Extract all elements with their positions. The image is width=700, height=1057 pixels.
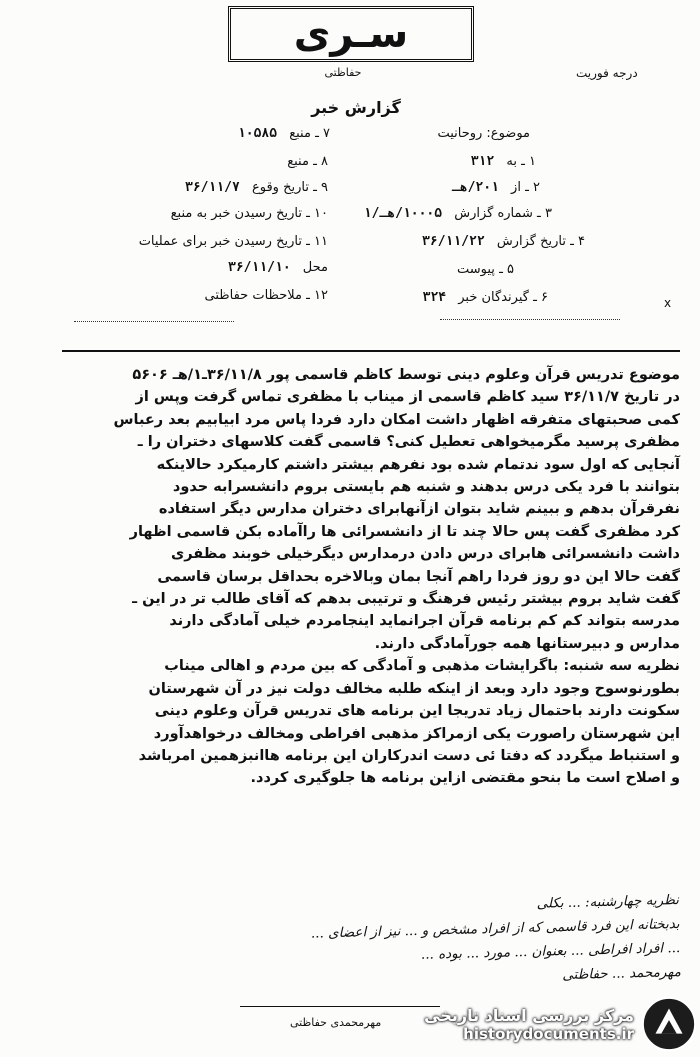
dotted-line [74, 320, 234, 322]
body-line: مدارس و دبیرستانها همه جورآمادگی دارند. [374, 635, 680, 652]
body-line: بتوانند با فرد یکی درس بدهند و شنبه هم بایستی بروم دانشسرابه حدود [172, 479, 680, 496]
field-value: ۳۲۴ [422, 290, 447, 305]
handwritten-comment [69, 888, 681, 1000]
field-value: ۳۶/۱۱/۲۲ [422, 234, 485, 249]
field-label: ۹ ـ تاریخ وقوع [251, 180, 328, 195]
field-label: محل [302, 260, 328, 275]
watermark [410, 994, 698, 1054]
field-label: موضوع: روحانیت [437, 126, 530, 141]
watermark-org: مرکز بررسی اسناد تاریخی [424, 1005, 634, 1025]
archive-logo-icon [640, 995, 698, 1053]
body-line: گفت شاید بروم بیشتر رئیس فرهنگ و ترتیبی بدهم که آقای طالب تر در این ـ [132, 591, 680, 608]
field-value: ۱۰۵۸۵ [237, 126, 278, 141]
dotted-line [440, 318, 620, 320]
field-label: ۱۱ ـ تاریخ رسیدن خبر برای عملیات [138, 234, 328, 249]
field-source [238, 126, 330, 141]
body-line: گفت حالا این دو روز فردا راهم آنجا بمان وبالاخره بحداقل برسان قاسمی [157, 568, 680, 585]
body-line: نظریه سه شنبه: باگرایشات مذهبی و آمادگی که بین مردم و اهالی میناب [164, 658, 680, 675]
field-value: ۲۰۱/هـ [451, 180, 499, 195]
signature-text: مهرمحمدی حفاظتی [290, 1016, 382, 1029]
body-line: و استنباط میگردد که دفتا ئی دست اندرکاران این برنامه هاانبزهمین امرباشد [138, 747, 680, 764]
field-label: ۱۰ ـ تاریخ رسیدن خبر به منبع [170, 206, 328, 221]
field-from [452, 180, 540, 195]
field-attachment [457, 262, 514, 277]
handwritten-line: مهرمحمد ... حفاظتی [562, 964, 682, 984]
margin-mark: x [664, 296, 672, 310]
field-value: ۳۱۲ [470, 154, 495, 169]
field-value: ۱۰۰۰۵/هـ/۱ [363, 206, 443, 221]
field-label: ۳ ـ شماره گزارش [454, 206, 552, 221]
field-value: ۳۶/۱۱/۷ [185, 180, 240, 195]
field-label: ۴ ـ تاریخ گزارش [496, 234, 585, 249]
field-label: ۲ ـ از [511, 180, 540, 195]
handwritten-line: بدبختانه این فرد قاسمی که از افراد مشخص و ... نیز از اعضای ... [310, 916, 680, 942]
field-location [228, 260, 328, 275]
handwritten-line: نظریه چهارشنبه: ... بکلی [536, 892, 680, 912]
watermark-url: historydocuments.ir [463, 1024, 634, 1043]
body-line: آنجایی که اول سود ندتمام شده بود نفرهم بیشتر داشتم کارمیکرد حالاینکه [156, 456, 680, 473]
stamp-subtitle: حفاظتی [324, 66, 362, 79]
field-label: ۷ ـ منبع [289, 126, 330, 141]
field-to [471, 154, 536, 169]
classification-stamp [228, 6, 474, 62]
body-line: کمی صحبتهای متفرقه اظهار داشت امکان دارد فردا پاس مرد ابیابیم بعد رعباس [113, 411, 680, 428]
field-label: ۵ ـ پیوست [457, 262, 514, 277]
field-report-number [364, 206, 552, 221]
field-report-date [422, 234, 585, 249]
field-ops-arrival-date [139, 234, 328, 249]
field-label: ۱ ـ به [506, 154, 536, 169]
body-line: مدرسه بتواند کم کم برنامه قرآن اجرانماید اینجامردم خیلی آمادگی دارند [169, 613, 680, 630]
body-line: مظفری پرسید مگرمیخواهی تعطیل کنی؟ قاسمی گفت کلاسهای دختران را ـ [137, 434, 680, 451]
body-line: نفرقرآن بدهم و ببینم شاید بتوان ازآنهابرای دختران مدارس دیگر استفاده [158, 501, 680, 518]
body-line: این شهرستان راصورت یکی ازمراکز مذهبی افراطی ومخالف درخواهدآورد [153, 725, 680, 742]
body-line: کرد مظفری گفت پس حالا چند تا از دانشسرائی ها راآماده بکن قاسمی اظهار [129, 523, 680, 540]
field-label: ۶ ـ گیرندگان خبر [458, 290, 548, 305]
classification-text: سـری [293, 11, 409, 57]
header-divider [62, 350, 680, 352]
field-security-notes [205, 288, 328, 303]
body-line: موضوع تدریس قرآن وعلوم دینی توسط کاظم قاسمی پور ۳۶/۱۱/۸ـ۱/هـ ۵۶۰۶ [132, 367, 680, 383]
field-value: ۳۶/۱۱/۱۰ [228, 260, 291, 275]
field-recipients [423, 290, 548, 305]
watermark-text [424, 1006, 634, 1043]
field-label: ۱۲ ـ ملاحظات حفاظتی [204, 288, 328, 303]
field-label: ۸ ـ منبع [287, 154, 328, 169]
body-line: در تاریخ ۳۶/۱۱/۷ سید کاظم قاسمی از میناب با مظفری تماس گرفت وپس از [135, 389, 680, 406]
body-line: داشت دانشسرائی هابرای درس دادن درمدارس دیگرخیلی خوبند مظفری [170, 546, 680, 563]
field-evaluation [287, 154, 328, 169]
field-news-arrival-date [171, 206, 328, 221]
body-line: و اصلاح است ما بنحو مقتضی ازاین برنامه ها جلوگیری کردد. [250, 770, 680, 787]
handwritten-line: ... افراد افراطی ... بعنوان ... مورد ... بوده ... [420, 940, 681, 963]
report-title: گزارش خبر [311, 98, 401, 117]
body-line: بطورنوسوح وجود دارد وبعد از اینکه طلبه مخالف دولت نیز در آن شهرستان [148, 680, 680, 697]
field-event-date [185, 180, 328, 195]
field-subject-number [437, 126, 530, 141]
urgency-label: درجه فوریت [576, 66, 638, 80]
body-line: سکونت دارند باحتمال زیاد تدریجا این برنامه های تدریس قرآن وعلوم دینی [154, 703, 680, 720]
report-body [50, 364, 680, 790]
